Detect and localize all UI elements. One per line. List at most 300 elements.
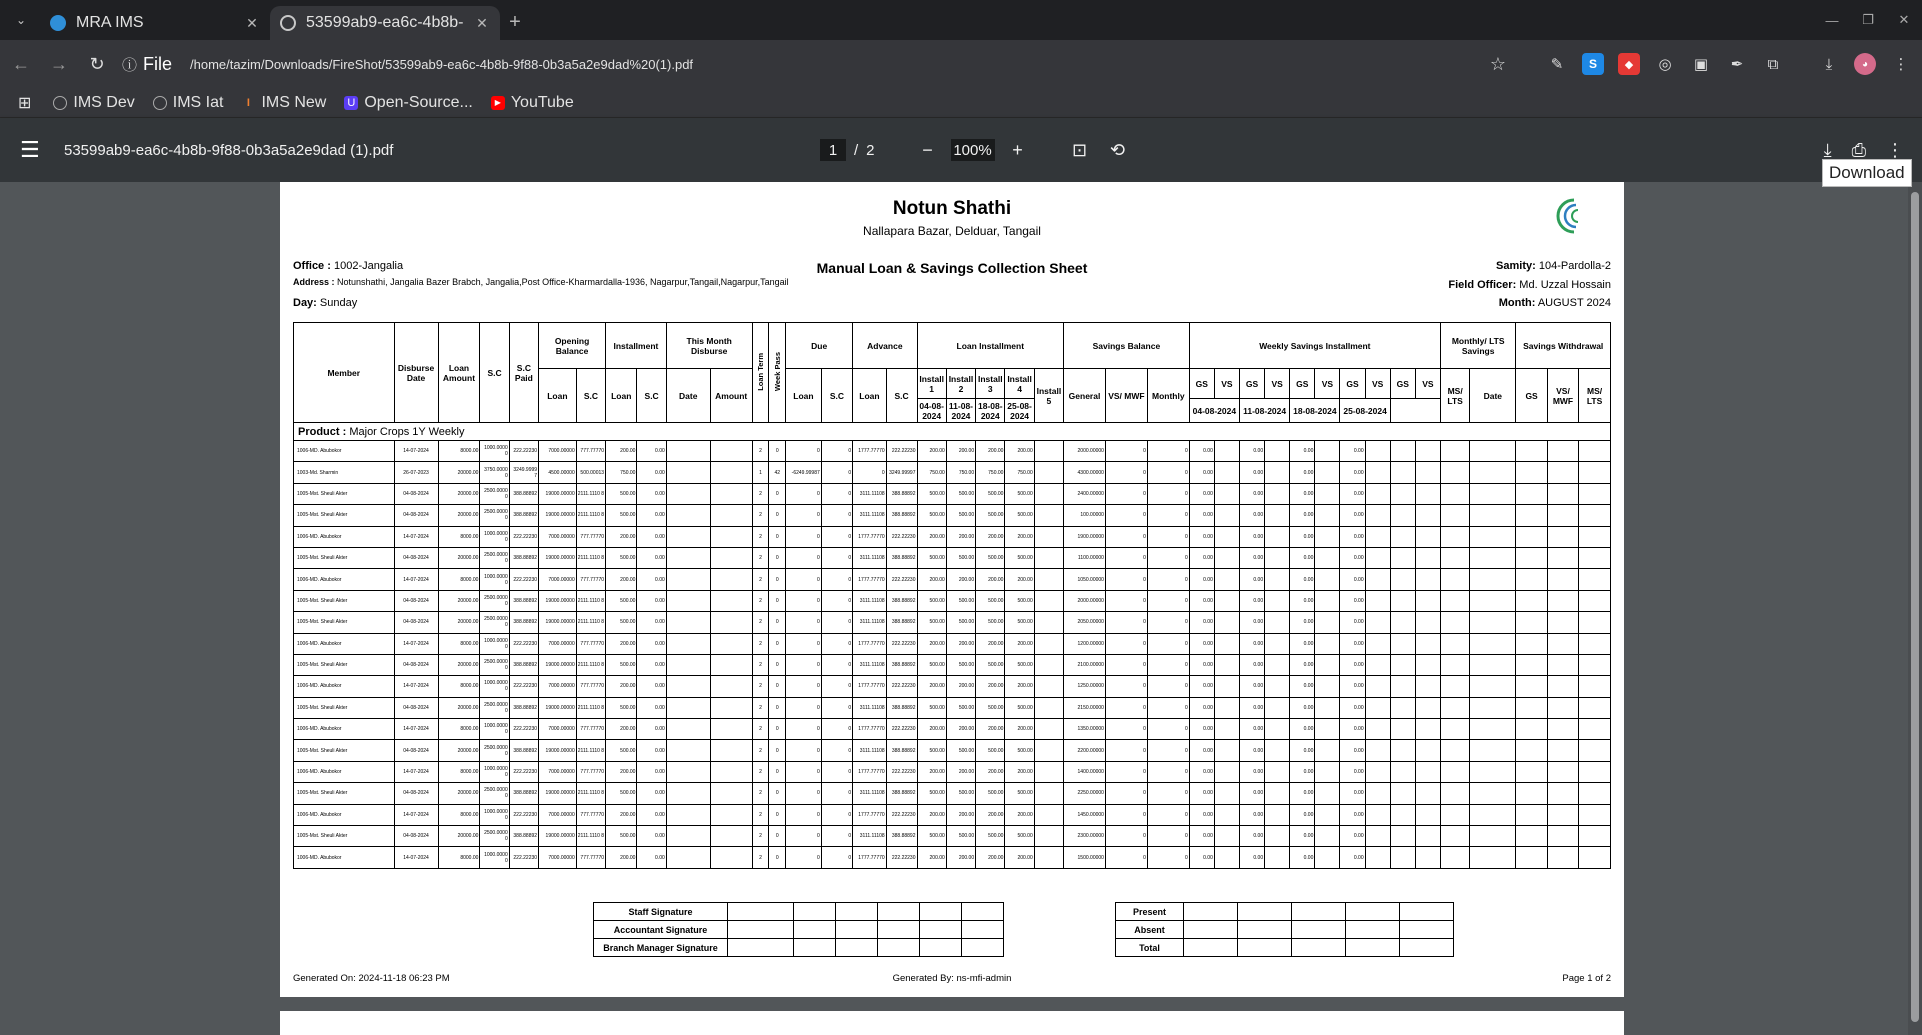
table-cell: 0.00 <box>1290 676 1315 697</box>
address-bar[interactable] <box>122 46 1526 82</box>
table-cell <box>1390 676 1415 697</box>
table-cell: 19000.00000 <box>539 505 577 526</box>
table-cell <box>1470 697 1516 718</box>
table-cell: 7000.00000 <box>539 804 577 825</box>
table-cell: 04-08-2024 <box>394 505 438 526</box>
table-cell <box>1579 826 1611 847</box>
table-cell: 2111.1110 8 <box>576 547 605 568</box>
attendance-cell <box>1346 903 1400 921</box>
table-cell: 1000.0000 0 <box>480 526 509 547</box>
table-cell: 1000.0000 0 <box>480 761 509 782</box>
table-cell <box>1516 612 1547 633</box>
table-cell: 0.00 <box>1239 612 1264 633</box>
table-cell: 0.00 <box>637 569 666 590</box>
table-cell: 200.00 <box>976 569 1005 590</box>
table-cell: 0 <box>786 697 822 718</box>
table-cell: 0.00 <box>1340 761 1365 782</box>
zoom-in-icon[interactable]: + <box>1012 139 1023 160</box>
table-cell: 500.00 <box>976 740 1005 761</box>
th-member: Member <box>294 323 395 423</box>
table-cell: 1005-Mst. Sheuli Akter <box>294 740 395 761</box>
url-text[interactable]: /home/tazim/Downloads/FireShot/53599ab9-ea6c-4b8b-9f88-0b3a5a2e9dad%20(1).pdf <box>190 56 694 72</box>
table-cell <box>1415 505 1440 526</box>
arrow-right-icon: → <box>50 53 68 74</box>
table-cell: 2500.0000 0 <box>480 505 509 526</box>
table-cell: 200.00 <box>976 847 1005 868</box>
th-weekly-date: 11-08-2024 <box>1239 399 1289 423</box>
table-cell <box>1547 804 1578 825</box>
table-cell <box>666 740 710 761</box>
screen-icon[interactable]: ▣ <box>1693 56 1709 73</box>
eyedropper-icon[interactable]: ✎ <box>1550 56 1564 73</box>
bookmarks-bar <box>0 88 1922 118</box>
table-cell <box>1516 526 1547 547</box>
table-cell <box>1214 505 1239 526</box>
table-cell <box>666 783 710 804</box>
close-window-icon[interactable]: ✕ <box>1898 12 1910 27</box>
table-cell: 388.88892 <box>886 783 917 804</box>
puzzle-icon[interactable]: ⧉ <box>1767 55 1779 73</box>
more-vert-icon[interactable]: ⋮ <box>1886 139 1904 160</box>
info-icon[interactable]: ⓘ <box>122 56 138 74</box>
table-cell: 1200.00000 <box>1064 633 1106 654</box>
table-cell <box>1440 441 1469 462</box>
table-cell <box>1547 761 1578 782</box>
table-cell: 0 <box>821 804 852 825</box>
table-cell <box>1415 547 1440 568</box>
attendance-cell <box>1292 921 1346 939</box>
table-body <box>294 423 1611 869</box>
table-cell: 500.00 <box>606 483 637 504</box>
th-tm-amount: Amount <box>710 369 752 423</box>
th-vs: VS <box>1214 369 1239 399</box>
table-cell: 0 <box>786 783 822 804</box>
table-cell: 0 <box>821 847 852 868</box>
scrollbar[interactable] <box>1908 182 1922 1035</box>
table-cell <box>666 761 710 782</box>
table-cell <box>1265 569 1290 590</box>
table-cell: 42 <box>769 462 786 483</box>
table-cell <box>1214 526 1239 547</box>
download-icon[interactable]: ⤓ <box>1825 55 1833 73</box>
table-cell: 200.00 <box>976 804 1005 825</box>
close-icon[interactable]: ✕ <box>476 14 488 31</box>
attendance-cell <box>1346 939 1400 957</box>
table-cell: 0 <box>1147 740 1189 761</box>
pdf-viewer[interactable] <box>0 182 1922 1035</box>
generated-on: Generated On: 2024-11-18 06:23 PM <box>293 973 450 984</box>
table-cell: 0 <box>1147 505 1189 526</box>
table-cell: 2 <box>752 676 769 697</box>
table-cell <box>710 676 752 697</box>
browser-toolbar <box>0 40 1922 88</box>
table-cell: 0 <box>1147 483 1189 504</box>
table-cell <box>1365 654 1390 675</box>
tab-search-button[interactable] <box>6 5 36 35</box>
table-cell: 0 <box>1147 462 1189 483</box>
table-cell <box>1415 462 1440 483</box>
th-weekly-savings: Weekly Savings Installment <box>1189 323 1440 369</box>
table-cell: 388.88892 <box>509 612 538 633</box>
table-cell: 0.00 <box>1290 804 1315 825</box>
table-cell <box>1516 740 1547 761</box>
table-cell: 200.00 <box>976 676 1005 697</box>
table-cell <box>1415 826 1440 847</box>
table-cell: 14-07-2024 <box>394 633 438 654</box>
table-cell: 3111.11108 <box>853 740 887 761</box>
globe-icon <box>280 15 296 31</box>
table-cell: 0 <box>786 633 822 654</box>
table-cell: 2500.0000 0 <box>480 547 509 568</box>
table-cell <box>1440 462 1469 483</box>
table-cell: 500.00 <box>976 590 1005 611</box>
signature-table <box>593 902 1004 957</box>
table-cell <box>1315 483 1340 504</box>
star-icon[interactable]: ☆ <box>1489 53 1506 74</box>
table-cell: 500.00 <box>946 740 975 761</box>
hamburger-icon[interactable]: ☰ <box>20 137 40 162</box>
th-monthly-lts: Monthly/ LTS Savings <box>1440 323 1515 369</box>
rotate-icon[interactable]: ⟲ <box>1109 139 1126 160</box>
table-cell: 0 <box>1105 783 1147 804</box>
print-icon[interactable]: ⎙ <box>1851 139 1866 160</box>
th-loan-term: Loan Term <box>756 352 766 391</box>
bookmark-open-source[interactable] <box>344 94 473 112</box>
fit-page-icon[interactable]: ⊡ <box>1071 139 1088 160</box>
table-cell <box>1365 826 1390 847</box>
table-cell <box>1365 804 1390 825</box>
globe-icon <box>53 96 67 110</box>
table-cell: 0 <box>821 547 852 568</box>
table-cell: 500.00 <box>1005 783 1034 804</box>
table-cell <box>1265 612 1290 633</box>
table-cell: 500.00 <box>917 783 946 804</box>
feather-icon[interactable]: ✒ <box>1730 56 1744 73</box>
table-cell <box>1415 590 1440 611</box>
table-cell <box>1440 633 1469 654</box>
table-cell: 0.00 <box>1189 633 1214 654</box>
th-gs: GS <box>1239 369 1264 399</box>
table-cell: 200.00 <box>1005 804 1034 825</box>
new-tab-button[interactable]: + <box>509 11 521 33</box>
table-cell <box>1390 740 1415 761</box>
table-cell <box>1365 462 1390 483</box>
table-cell: 0 <box>769 441 786 462</box>
table-cell: 20000.00 <box>438 547 480 568</box>
table-row <box>294 676 1611 697</box>
table-cell <box>1547 526 1578 547</box>
table-cell: 0.00 <box>1239 590 1264 611</box>
tab-mra-ims[interactable] <box>40 6 270 40</box>
table-cell <box>1315 441 1340 462</box>
table-cell <box>1315 654 1340 675</box>
th-mls-date: Date <box>1470 369 1516 423</box>
table-cell: 500.00 <box>976 783 1005 804</box>
menu-dots-icon[interactable]: ⋮ <box>1893 56 1909 73</box>
bookmark-ims-dev[interactable] <box>53 94 134 112</box>
table-cell: 2500.0000 0 <box>480 783 509 804</box>
table-cell: 0.00 <box>1189 462 1214 483</box>
table-row <box>294 804 1611 825</box>
table-row <box>294 697 1611 718</box>
table-cell: 500.00 <box>606 740 637 761</box>
table-cell: 0 <box>821 697 852 718</box>
table-cell <box>1315 676 1340 697</box>
table-cell <box>1547 847 1578 868</box>
tab-pdf[interactable] <box>270 6 500 40</box>
attendance-cell <box>1400 921 1454 939</box>
signature-cell <box>962 939 1004 957</box>
table-cell <box>1034 719 1063 740</box>
table-cell: 0.00 <box>1340 676 1365 697</box>
table-cell: 2 <box>752 590 769 611</box>
table-cell: 2050.00000 <box>1064 612 1106 633</box>
office-label: Office : <box>293 260 331 272</box>
table-cell <box>1315 612 1340 633</box>
table-cell <box>1415 697 1440 718</box>
table-cell: 0.00 <box>1239 569 1264 590</box>
table-cell: 2000.00000 <box>1064 590 1106 611</box>
table-cell: 388.88892 <box>886 826 917 847</box>
table-cell: 500.00 <box>917 505 946 526</box>
table-cell <box>1440 761 1469 782</box>
sheet-title: Manual Loan & Savings Collection Sheet <box>816 260 1088 276</box>
table-cell <box>1415 847 1440 868</box>
bookmark-ims-new[interactable] <box>241 94 326 112</box>
s-extension-icon[interactable]: S <box>1582 53 1604 75</box>
signature-cell <box>728 939 794 957</box>
table-cell <box>1470 547 1516 568</box>
table-cell: 200.00 <box>917 847 946 868</box>
table-cell: 500.00 <box>946 505 975 526</box>
table-cell: 200.00 <box>946 526 975 547</box>
table-cell: 1005-Mst. Sheuli Akter <box>294 483 395 504</box>
attendance-cell <box>1184 939 1238 957</box>
table-cell <box>1579 569 1611 590</box>
table-cell <box>1214 740 1239 761</box>
table-cell <box>1390 847 1415 868</box>
table-cell: 1900.00000 <box>1064 526 1106 547</box>
table-cell: 1006-MD. Abubokor <box>294 526 395 547</box>
signature-row <box>594 939 1004 957</box>
signature-cell <box>878 939 920 957</box>
table-cell: 0 <box>1147 804 1189 825</box>
table-cell: 04-08-2024 <box>394 697 438 718</box>
table-cell <box>1265 590 1290 611</box>
download-tooltip: Download <box>1822 159 1912 187</box>
table-cell: 500.00 <box>1005 590 1034 611</box>
table-cell: 2111.1110 8 <box>576 697 605 718</box>
table-cell: 14-07-2024 <box>394 441 438 462</box>
avatar[interactable]: ◕ <box>1854 53 1876 75</box>
table-cell: 04-08-2024 <box>394 483 438 504</box>
table-cell: 0 <box>786 826 822 847</box>
table-cell: 0.00 <box>1340 654 1365 675</box>
zoom-input[interactable]: 100% <box>951 139 995 161</box>
signature-cell <box>920 921 962 939</box>
table-cell: 222.22230 <box>509 633 538 654</box>
table-cell: 0.00 <box>1239 462 1264 483</box>
table-cell: 0.00 <box>1189 526 1214 547</box>
page-number-input[interactable]: 1 <box>820 139 846 161</box>
pdf-toolbar <box>0 118 1922 182</box>
table-cell: 2 <box>752 526 769 547</box>
table-cell <box>1470 441 1516 462</box>
table-cell: 0.00 <box>637 826 666 847</box>
table-cell <box>1365 612 1390 633</box>
zoom-out-icon[interactable]: − <box>922 139 933 160</box>
table-cell <box>1470 462 1516 483</box>
restore-icon[interactable]: ❐ <box>1862 12 1874 27</box>
table-cell <box>1390 804 1415 825</box>
table-cell: 0 <box>821 526 852 547</box>
table-cell <box>1265 826 1290 847</box>
bookmark-youtube[interactable] <box>491 94 574 112</box>
table-cell: 1777.77770 <box>853 526 887 547</box>
table-cell: 0.00 <box>1290 505 1315 526</box>
table-cell <box>666 719 710 740</box>
table-cell: 500.00 <box>976 483 1005 504</box>
reload-button[interactable] <box>80 47 114 81</box>
table-cell: 500.00 <box>606 697 637 718</box>
table-cell <box>1390 569 1415 590</box>
table-cell: 500.00 <box>1005 505 1034 526</box>
table-cell: 388.88892 <box>509 826 538 847</box>
back-button[interactable] <box>4 47 38 81</box>
table-cell <box>1315 804 1340 825</box>
table-cell: 2 <box>752 505 769 526</box>
extensions <box>1546 53 1922 75</box>
table-cell: 0.00 <box>1340 547 1365 568</box>
table-cell <box>1214 719 1239 740</box>
table-cell: 1005-Mst. Sheuli Akter <box>294 783 395 804</box>
table-cell: 1006-MD. Abubokor <box>294 633 395 654</box>
table-cell <box>1214 654 1239 675</box>
th-savings-balance: Savings Balance <box>1064 323 1190 369</box>
bookmark-ims-iat[interactable] <box>153 94 224 112</box>
table-cell: 200.00 <box>1005 847 1034 868</box>
minimize-icon[interactable]: — <box>1825 12 1839 28</box>
table-cell: 20000.00 <box>438 505 480 526</box>
table-cell: 0 <box>821 441 852 462</box>
table-cell: 2200.00000 <box>1064 740 1106 761</box>
table-cell: 2111.1110 8 <box>576 783 605 804</box>
target-icon[interactable]: ◎ <box>1658 56 1672 73</box>
table-cell: 0 <box>1105 761 1147 782</box>
table-cell <box>710 654 752 675</box>
window-controls <box>1814 0 1922 40</box>
th-weekly-date: 04-08-2024 <box>1189 399 1239 423</box>
table-cell: 0.00 <box>1239 505 1264 526</box>
table-cell: 500.00 <box>917 612 946 633</box>
table-cell <box>1579 547 1611 568</box>
table-cell: 200.00 <box>606 526 637 547</box>
edge-icon <box>50 15 66 31</box>
attendance-cell <box>1238 903 1292 921</box>
table-cell: 19000.00000 <box>539 783 577 804</box>
table-cell: 0.00 <box>1189 569 1214 590</box>
table-cell: 1350.00000 <box>1064 719 1106 740</box>
table-cell: 0.00 <box>1340 483 1365 504</box>
shield-extension-icon[interactable]: ◆ <box>1618 53 1640 75</box>
th-install-date: 25-08-2024 <box>1005 399 1034 423</box>
product-row <box>294 423 1611 441</box>
table-cell <box>1214 826 1239 847</box>
table-cell: 0.00 <box>1189 654 1214 675</box>
attendance-cell <box>1184 903 1238 921</box>
table-cell <box>1390 719 1415 740</box>
table-cell: 0 <box>1105 483 1147 504</box>
attendance-label: Total <box>1116 939 1184 957</box>
table-cell <box>710 526 752 547</box>
table-cell: 777.77770 <box>576 526 605 547</box>
table-cell: 2000.00000 <box>1064 441 1106 462</box>
signature-cell <box>878 903 920 921</box>
table-cell <box>1547 569 1578 590</box>
table-cell: 0.00 <box>637 590 666 611</box>
table-cell: 500.00 <box>606 826 637 847</box>
table-cell: 0 <box>821 740 852 761</box>
table-cell: 222.22230 <box>886 719 917 740</box>
table-cell: 200.00 <box>976 633 1005 654</box>
th-weekly-date: 18-08-2024 <box>1290 399 1340 423</box>
table-cell: 0.00 <box>1340 740 1365 761</box>
table-cell <box>1034 483 1063 504</box>
apps-grid-icon[interactable]: ⊞ <box>18 94 32 112</box>
table-cell <box>1034 761 1063 782</box>
forward-button[interactable] <box>42 47 76 81</box>
table-cell: 0 <box>1105 547 1147 568</box>
table-cell <box>1034 569 1063 590</box>
table-cell: 500.00 <box>946 483 975 504</box>
scrollbar-thumb[interactable] <box>1911 192 1919 1022</box>
table-cell: 0.00 <box>637 483 666 504</box>
table-cell <box>1440 547 1469 568</box>
attendance-cell <box>1184 921 1238 939</box>
table-cell: 0.00 <box>1290 654 1315 675</box>
table-cell: 222.22230 <box>886 526 917 547</box>
th-weekly-date: 25-08-2024 <box>1340 399 1390 423</box>
table-cell <box>1547 826 1578 847</box>
table-cell <box>1440 612 1469 633</box>
download-icon[interactable]: ⤓ <box>1823 139 1832 160</box>
th-loan-installment: Loan Installment <box>917 323 1064 369</box>
table-cell: 0 <box>769 826 786 847</box>
table-cell <box>1390 633 1415 654</box>
table-cell: 19000.00000 <box>539 483 577 504</box>
table-cell: 0.00 <box>1189 804 1214 825</box>
table-cell <box>710 697 752 718</box>
close-icon[interactable]: ✕ <box>246 14 258 31</box>
table-cell: 2 <box>752 569 769 590</box>
table-cell: 0 <box>1147 633 1189 654</box>
table-cell: 0 <box>786 526 822 547</box>
table-cell <box>710 783 752 804</box>
table-cell <box>1547 676 1578 697</box>
table-cell <box>710 547 752 568</box>
table-cell: 200.00 <box>946 441 975 462</box>
day-value: Sunday <box>319 297 358 309</box>
table-cell <box>1365 505 1390 526</box>
table-cell: 1006-MD. Abubokor <box>294 441 395 462</box>
table-cell: 200.00 <box>946 676 975 697</box>
table-cell <box>1034 547 1063 568</box>
table-cell <box>1516 483 1547 504</box>
table-cell: 0 <box>821 654 852 675</box>
signature-cell <box>836 939 878 957</box>
table-cell: 0 <box>769 761 786 782</box>
table-cell <box>1547 740 1578 761</box>
